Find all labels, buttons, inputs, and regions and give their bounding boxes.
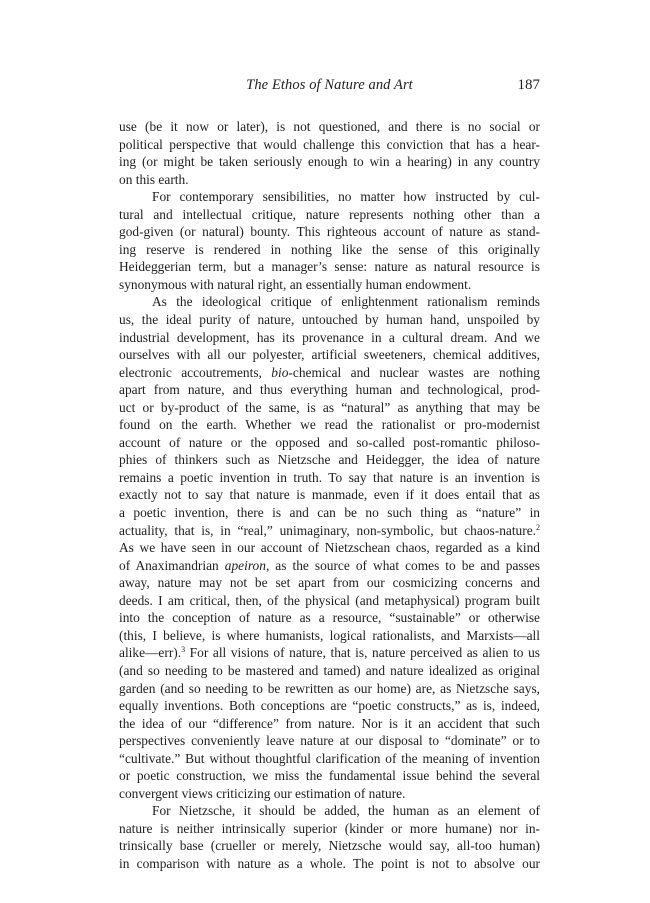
text-line: nature is neither intrinsically superior (kinder or more humane) nor in- <box>119 820 540 836</box>
paragraph <box>119 118 540 188</box>
text-line: industrial development, has its provenance in a cultural dream. And we <box>119 329 540 345</box>
text-line: the idea of our “difference” from nature. Nor is it an accident that such <box>119 715 540 731</box>
paragraph <box>119 188 540 293</box>
text-line: (this, I believe, is where humanists, logical rationalists, and Marxists—all <box>119 627 540 643</box>
paragraph <box>119 293 540 802</box>
text-line: tural and intellectual critique, nature represents nothing other than a <box>119 206 540 222</box>
text-line: convergent views criticizing our estimation of nature. <box>119 785 406 801</box>
text-line: garden (and so needing to be rewritten as our home) are, as Nietzsche says, <box>119 680 540 696</box>
text-line: perspectives conveniently leave nature at our disposal to “dominate” or to <box>119 733 540 749</box>
text-line: alike—err).$^3$ For all visions of nature, that is, nature perceived as alien to us <box>119 645 540 661</box>
text-line: Heideggerian term, but a manager’s sense: nature as natural resource is <box>119 259 540 275</box>
text-line: exactly not to say that nature is manmade, even if it does entail that as <box>119 487 540 503</box>
text-line: “cultivate.” But without thoughtful clarification of the meaning of invention <box>119 750 540 766</box>
text-line: actuality, that is, in “real,” unimaginary, non-symbolic, but chaos-nature.$^2$ <box>119 522 540 538</box>
text-line: on this earth. <box>119 171 189 187</box>
text-line: a poetic invention, there is and can be no such thing as “nature” in <box>119 505 540 521</box>
text-line: trinsically base (crueller or merely, Nietzsche would say, all-too human) <box>119 838 540 854</box>
text-line: account of nature or the opposed and so-called post-romantic philoso- <box>119 434 540 450</box>
paragraph <box>119 802 540 872</box>
text-line: phies of thinkers such as Nietzsche and Heidegger, the idea of nature <box>119 452 540 468</box>
running-title: The Ethos of Nature and Art <box>246 77 413 93</box>
text-line: political perspective that would challenge this conviction that has a hear- <box>119 136 540 152</box>
text-line: For contemporary sensibilities, no matter how instructed by cul- <box>152 189 540 205</box>
text-line: deeds. I am critical, then, of the physical (and metaphysical) program built <box>119 592 540 608</box>
text-line: (and so needing to be mastered and tamed) and nature idealized as original <box>119 662 540 678</box>
text-line: of Anaximandrian apeiron, as the source of what comes to be and passes <box>119 557 540 573</box>
text-line: As we have seen in our account of Nietzschean chaos, regarded as a kind <box>119 540 540 556</box>
text-line: or poetic construction, we miss the fundamental issue behind the several <box>119 768 540 784</box>
text-line: away, nature may not be set apart from our cosmicizing concerns and <box>119 575 540 591</box>
text-line: into the conception of nature as a resource, “sustainable” or otherwise <box>119 610 540 626</box>
text-line: As the ideological critique of enlightenment rationalism reminds <box>152 294 540 310</box>
text-line: equally inventions. Both conceptions are “poetic constructs,” as is, indeed, <box>119 698 540 714</box>
text-line: in comparison with nature as a whole. The point is not to absolve our <box>119 855 540 871</box>
text-line: apart from nature, and thus everything human and technological, prod- <box>119 382 540 398</box>
italic-term: bio <box>271 364 289 380</box>
footnote-marker: 3 <box>181 645 186 655</box>
italic-term: apeiron <box>224 557 266 573</box>
running-head <box>119 77 540 97</box>
body-text <box>119 118 540 873</box>
text-line: remains a poetic invention in truth. To say that nature is an invention is <box>119 469 540 485</box>
text-line: found on the earth. Whether we read the rationalist or pro-modernist <box>119 417 540 433</box>
page-number: 187 <box>517 77 540 93</box>
text-line: ing (or might be taken seriously enough to win a hearing) in any country <box>119 154 540 170</box>
text-line: synonymous with natural right, an essentially human endowment. <box>119 276 472 292</box>
text-line: god-given (or natural) bounty. This righteous account of nature as stand- <box>119 224 540 240</box>
text-line: use (be it now or later), is not questioned, and there is no social or <box>119 119 540 134</box>
text-line: For Nietzsche, it should be added, the human as an element of <box>152 803 540 819</box>
text-line: ing reserve is rendered in nothing like the sense of this originally <box>119 241 540 257</box>
text-line: electronic accoutrements, bio-chemical and nuclear wastes are nothing <box>119 364 540 380</box>
text-line: us, the ideal purity of nature, untouched by human hand, unspoiled by <box>119 312 540 328</box>
text-line: uct or by-product of the same, is as “natural” as anything that may be <box>119 399 540 415</box>
footnote-marker: 2 <box>536 522 540 532</box>
text-line: ourselves with all our polyester, artificial sweeteners, chemical additives, <box>119 347 540 363</box>
